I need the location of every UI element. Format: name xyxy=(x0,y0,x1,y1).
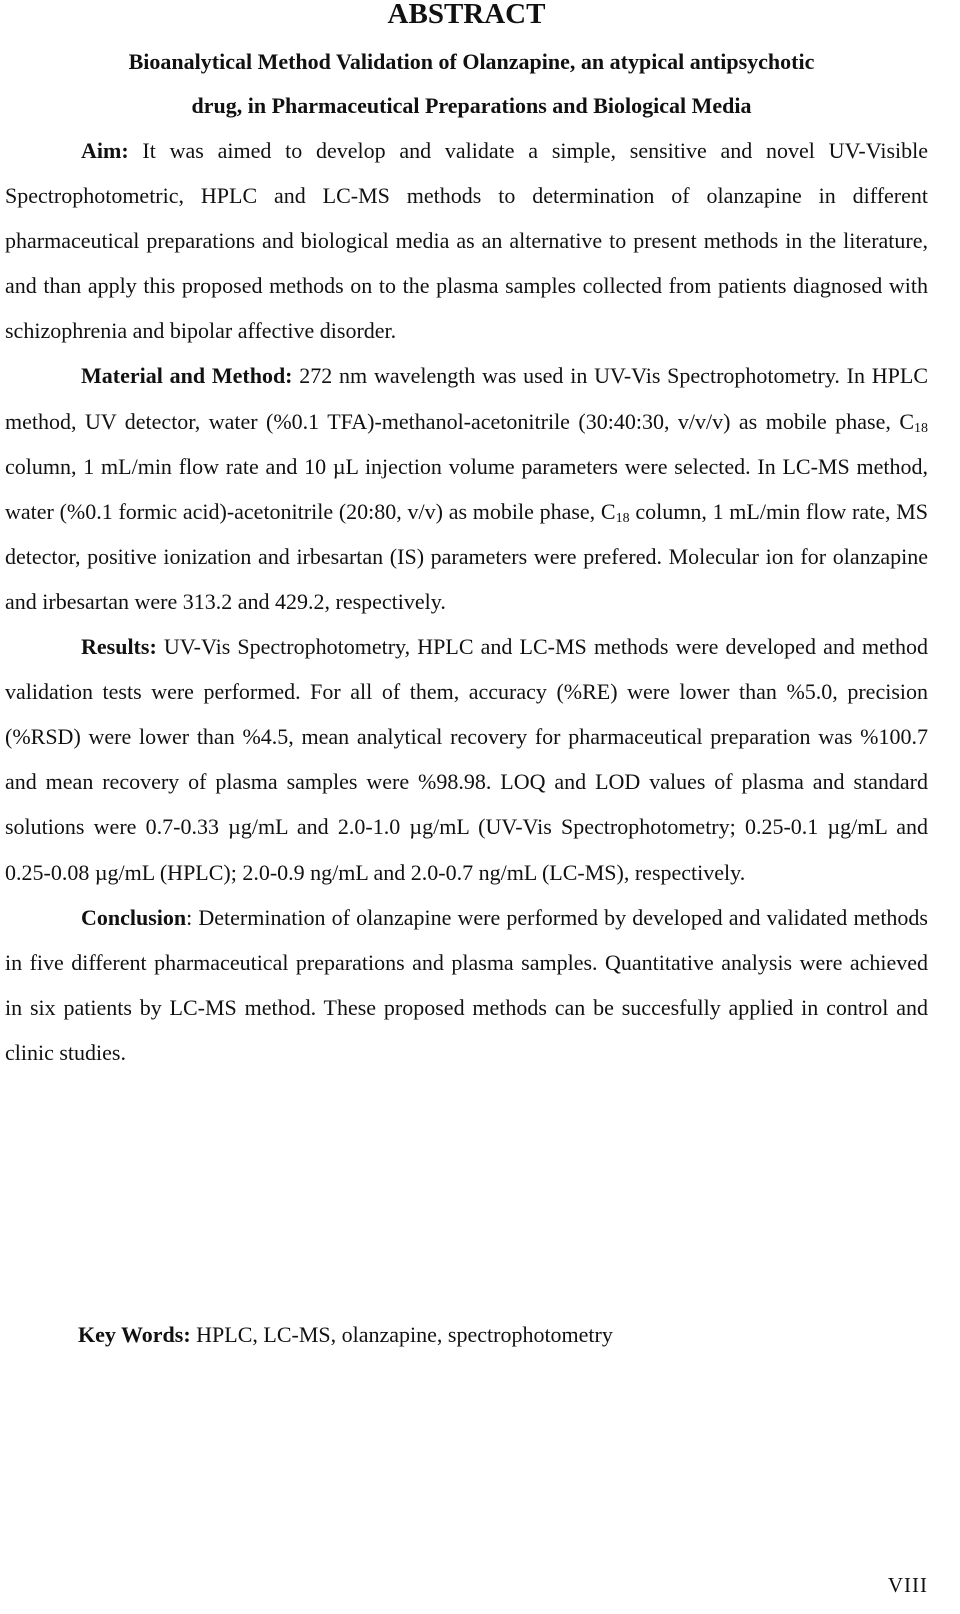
keywords-line xyxy=(78,1319,613,1351)
results-text: UV-Vis Spectrophotometry, HPLC and LC-MS methods were developed and method validation tests were performed. For all of them, accuracy (%RE) were lower than %5.0, precision (%RSD) were lower than %4.5, mean analytical recovery for pharmaceutical preparation was %100.7 and mean recovery of plasma samples were %98.98. LOQ and LOD values of plasma and standard solutions were 0.7-0.33 µg/mL and 2.0-1.0 µg/mL (UV-Vis Spectrophotometry; 0.25-0.1 µg/mL and 0.25-0.08 µg/mL (HPLC); 2.0-0.9 ng/mL and 2.0-0.7 ng/mL (LC-MS), respectively. xyxy=(5,634,928,885)
abstract-title: ABSTRACT xyxy=(387,0,546,30)
page-number: VIII xyxy=(887,1573,928,1597)
keywords-label: Key Words: xyxy=(78,1322,191,1347)
conclusion-text: : Determination of olanzapine were performed by developed and validated methods in five different pharmaceutical preparations and plasma samples. Quantitative analysis were achieved in six patients by LC-MS method. These proposed methods can be succesfully applied in control and clinic studies. xyxy=(5,904,928,1065)
abstract-body xyxy=(5,128,928,1075)
aim-text: It was aimed to develop and validate a simple, sensitive and novel UV-Visible Spectrophotometric, HPLC and LC-MS methods to determination of olanzapine in different pharmaceutical preparations and biological media as an alternative to present methods in the literature, and than apply this proposed methods on to the plasma samples collected from patients diagnosed with schizophrenia and bipolar affective disorder. xyxy=(5,138,928,344)
aim-label: Aim: xyxy=(81,138,129,163)
aim-paragraph xyxy=(5,128,928,353)
results-paragraph xyxy=(5,624,928,895)
methods-subscript-1: 18 xyxy=(914,420,928,436)
paper-title-line-1: Bioanalytical Method Validation of Olanzapine, an atypical antipsychotic xyxy=(128,49,815,74)
results-label: Results: xyxy=(81,634,157,660)
methods-subscript-2: 18 xyxy=(615,510,630,526)
conclusion-paragraph xyxy=(5,895,928,1075)
methods-text-2: column, 1 mL/min flow rate and 10 µL injection volume parameters were selected. In LC-MS method, water (%0.1 formic acid)-acetonitrile (20:80, v/v) as mobile phase, C xyxy=(5,453,928,524)
conclusion-label: Conclusion xyxy=(81,904,187,930)
document-page xyxy=(5,0,928,1075)
methods-paragraph xyxy=(5,353,928,624)
methods-text-1: 272 nm wavelength was used in UV-Vis Spectrophotometry. In HPLC method, UV detector, water (%0.1 TFA)-methanol-acetonitrile (30:40:30, v/v/v) as mobile phase, C xyxy=(5,363,928,434)
paper-title-line-2: drug, in Pharmaceutical Preparations and Biological Media xyxy=(191,93,752,118)
keywords-text: HPLC, LC-MS, olanzapine, spectrophotometry xyxy=(190,1322,613,1347)
methods-text-3: column, 1 mL/min flow rate, MS detector, positive ionization and irbesartan (IS) parameters were prefered. Molecular ion for olanzapine and irbesartan were 313.2 and 429.2, respectively. xyxy=(5,498,929,614)
methods-label: Material and Method: xyxy=(81,363,293,389)
